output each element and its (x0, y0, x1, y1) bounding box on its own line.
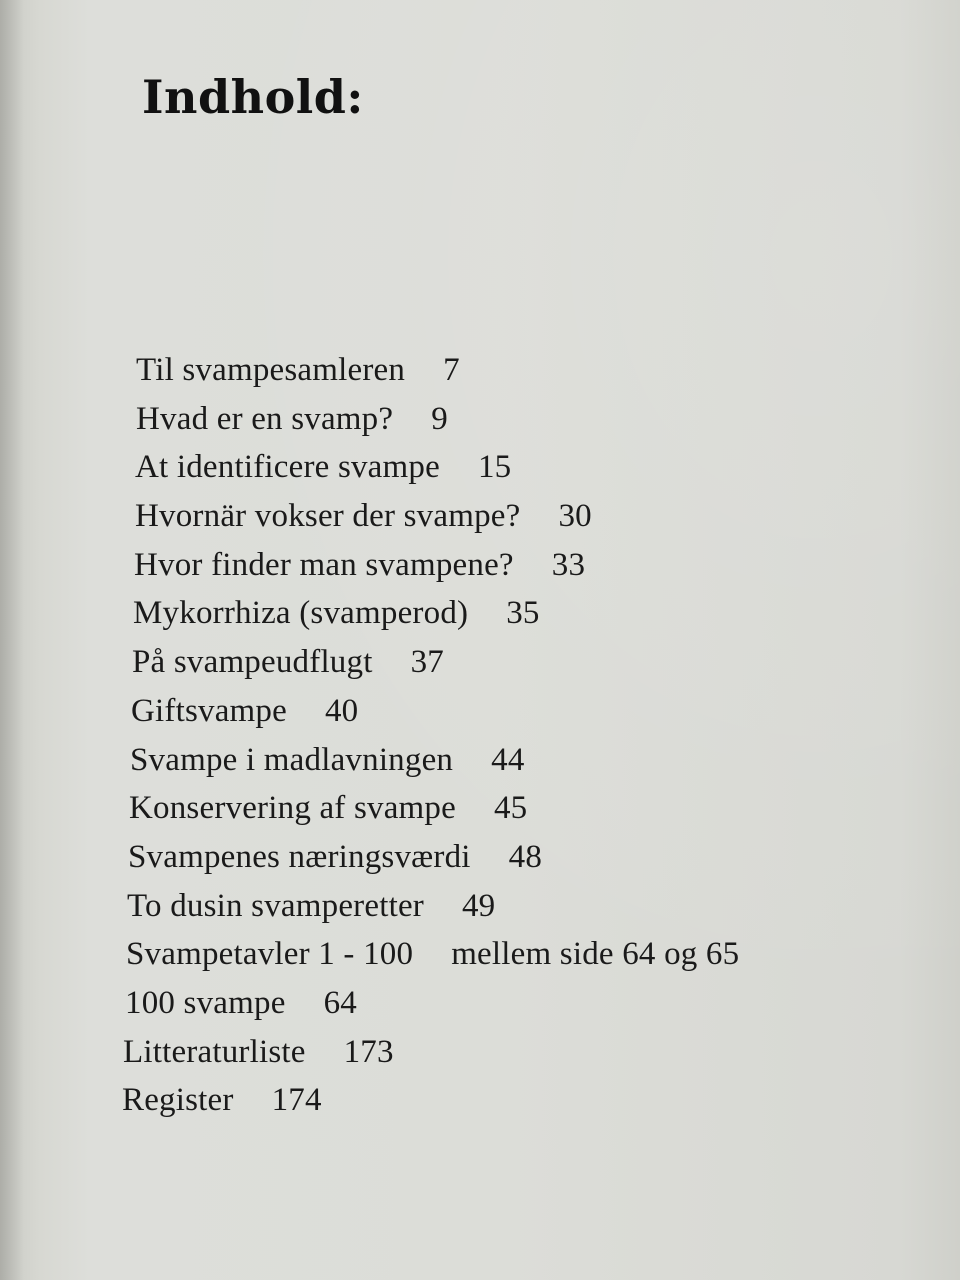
toc-entry-title: Hvad er en svamp? (136, 400, 394, 437)
toc-entry (122, 1076, 735, 1125)
toc-entry-page: 173 (343, 1033, 394, 1070)
toc-entry (125, 979, 738, 1028)
toc-entry-title: På svampeudflugt (132, 644, 373, 681)
toc-entry-title: At identificere svampe (135, 449, 440, 486)
toc-entry (136, 395, 749, 444)
toc-entry (135, 443, 748, 492)
toc-entry-title: Mykorrhiza (svamperod) (133, 595, 469, 632)
toc-entry (136, 346, 749, 395)
toc-entry (130, 736, 743, 785)
toc-entry-page: 40 (324, 692, 359, 729)
toc-entry-title: Svampetavler 1 - 100 (126, 936, 414, 973)
page-title: Indhold: (142, 70, 364, 124)
toc-entry-page: 45 (493, 790, 528, 827)
toc-entry (133, 589, 746, 638)
toc-entry (126, 930, 739, 979)
toc-entry-page: 49 (461, 887, 496, 924)
toc-entry-title: Hvor finder man svampene? (134, 546, 514, 583)
toc-entry (131, 687, 744, 736)
toc-entry (132, 638, 745, 687)
toc-entry-page: 35 (506, 595, 540, 632)
toc-entry-title: To dusin svamperetter (127, 887, 424, 924)
toc-entry-page: mellem side 64 og 65 (451, 936, 740, 973)
toc-entry (134, 541, 747, 590)
toc-entry (135, 492, 748, 541)
toc-entry-page: 7 (443, 352, 460, 388)
toc-entry-title: Hvornär vokser der svampe? (135, 498, 521, 535)
toc-entry-page: 64 (323, 984, 357, 1021)
toc-entry-title: Litteraturliste (123, 1033, 306, 1070)
table-of-contents (0, 346, 740, 1125)
toc-entry-title: Til svampesamleren (136, 352, 406, 388)
toc-entry-page: 174 (271, 1082, 322, 1119)
toc-entry (128, 833, 741, 882)
toc-entry-page: 9 (431, 400, 448, 437)
toc-entry (129, 784, 742, 833)
toc-entry-page: 33 (551, 546, 586, 583)
toc-entry (127, 882, 740, 931)
toc-entry-title: Giftsvampe (131, 692, 287, 729)
toc-entry-page: 44 (491, 741, 525, 778)
toc-entry-page: 37 (410, 644, 444, 681)
toc-entry-title: Konservering af svampe (129, 790, 456, 827)
toc-entry-title: Svampenes næringsværdi (128, 838, 471, 875)
toc-entry-title: Register (122, 1082, 234, 1119)
toc-entry (123, 1028, 736, 1077)
toc-entry-page: 48 (508, 838, 543, 875)
toc-entry-page: 15 (477, 449, 512, 486)
toc-entry-page: 30 (558, 498, 592, 535)
toc-entry-title: Svampe i madlavningen (130, 741, 454, 778)
toc-entry-title: 100 svampe (125, 984, 286, 1021)
